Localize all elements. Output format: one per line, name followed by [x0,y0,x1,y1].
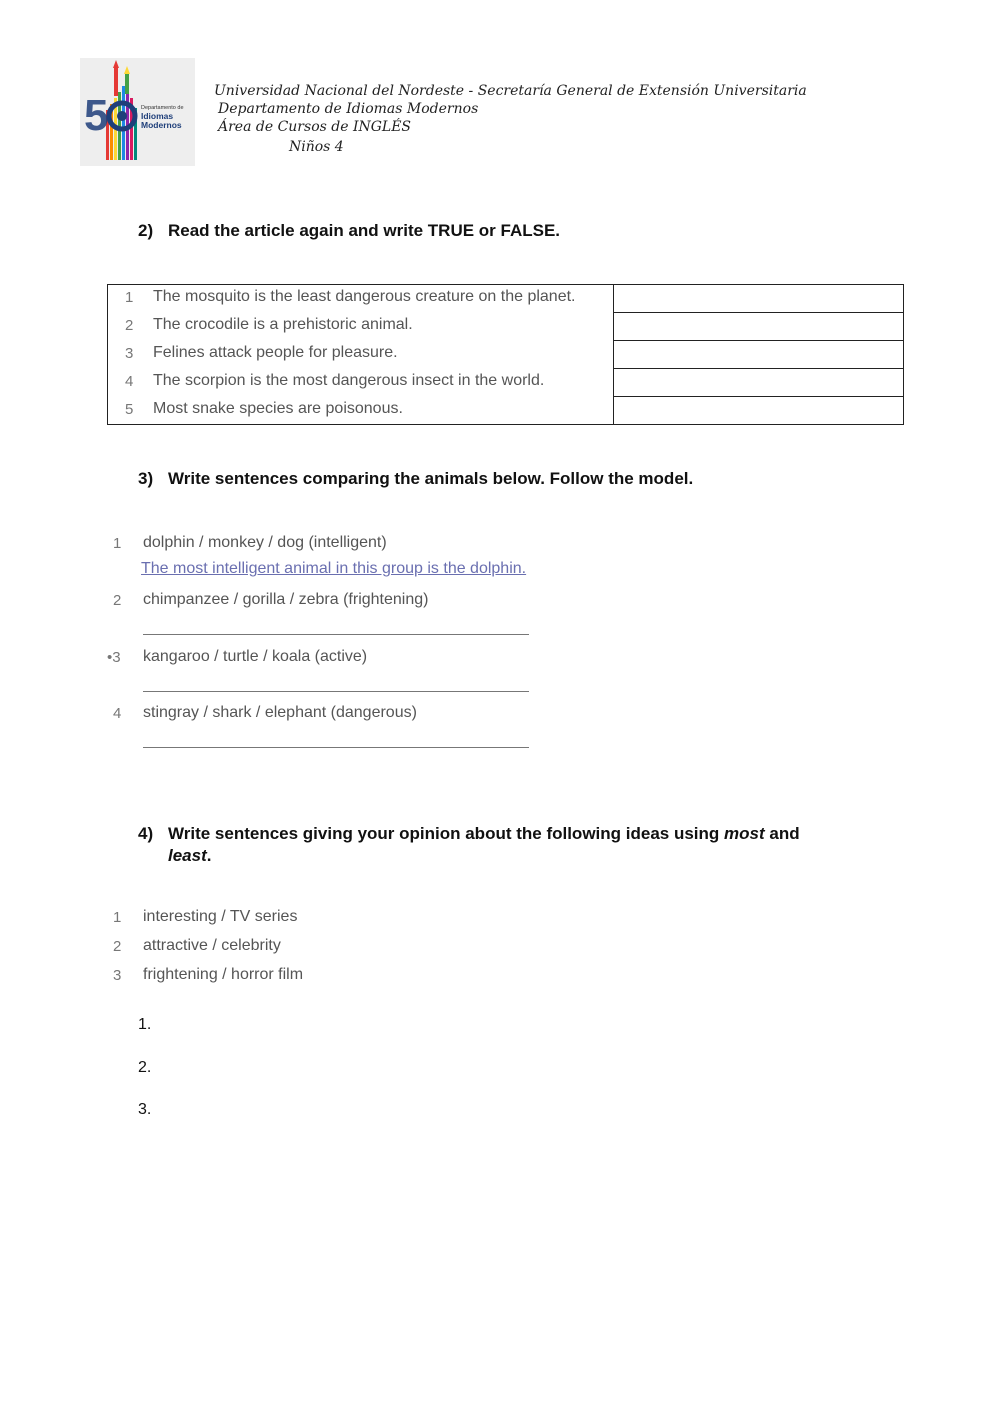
row-statement: Most snake species are poisonous. [153,400,403,417]
item-prompt: frightening / horror film [143,966,304,983]
exercise-4-and: and [764,824,800,843]
answer-line[interactable] [143,747,529,748]
row-statement: Felines attack people for pleasure. [153,344,398,361]
exercise-4-end: . [206,846,212,865]
item-prompt: chimpanzee / gorilla / zebra (frightening) [143,591,429,608]
exercise-3-number: 3) [138,469,154,488]
logo-word-idiomas: Idiomas [141,110,174,121]
item-prompt: stingray / shark / elephant (dangerous) [143,704,417,721]
logo-text [141,106,184,130]
row-statement: The scorpion is the most dangerous insect in the world. [153,372,545,389]
logo-small-text: Departamento de [141,105,184,111]
emphasis-most: most [724,824,765,843]
exercise-4-title [138,823,898,867]
answer-cell-5[interactable] [614,397,903,425]
item-number: 4 [113,705,122,722]
header-area: Área de Cursos de INGLÉS [218,119,412,135]
exercise-2-number: 2) [138,221,154,240]
exercise-3-title [138,469,693,489]
answer-cell-1[interactable] [614,285,903,313]
answer-line[interactable] [143,691,529,692]
answer-label-1: 1. [138,1016,152,1033]
emphasis-least: least [168,846,207,865]
exercise-4-number: 4) [138,824,154,843]
model-answer: The most intelligent animal in this group is the dolphin. [141,560,527,577]
item-number: 2 [113,938,122,955]
exercise-2-instruction: Read the article again and write TRUE or FALSE. [168,221,561,240]
item-prompt: attractive / celebrity [143,937,281,954]
row-number: 5 [125,401,134,418]
exercise-2-title [138,221,560,241]
item-prompt: kangaroo / turtle / koala (active) [143,648,368,665]
row-number: 2 [125,317,134,334]
row-number: 4 [125,373,134,390]
answer-label-3: 3. [138,1101,152,1118]
answer-cell-3[interactable] [614,341,903,369]
logo-word-modernos: Modernos [141,119,182,130]
item-prompt: interesting / TV series [143,908,298,925]
answer-cell-4[interactable] [614,369,903,397]
answer-line[interactable] [143,634,529,635]
item-number: •3 [107,649,121,666]
row-statement: The crocodile is a prehistoric animal. [153,316,413,333]
row-statement: The mosquito is the least dangerous creature on the planet. [153,288,576,305]
svg-text:5: 5 [84,91,109,140]
answer-cell-2[interactable] [614,313,903,341]
item-prompt: dolphin / monkey / dog (intelligent) [143,534,387,551]
item-number: 1 [113,909,122,926]
item-number: 1 [113,535,122,552]
header-university: Universidad Nacional del Nordeste - Secretaría General de Extensión Universitaria [214,83,807,99]
true-false-table [107,284,904,425]
item-number: 3 [113,967,122,984]
row-number: 3 [125,345,134,362]
item-number: 2 [113,592,122,609]
department-logo [80,58,195,166]
exercise-3-instruction: Write sentences comparing the animals below. Follow the model. [168,469,694,488]
exercise-4-instruction: Write sentences giving your opinion about the following ideas using [168,824,725,843]
answer-label-2: 2. [138,1059,152,1076]
row-number: 1 [125,289,134,306]
header-department: Departamento de Idiomas Modernos [218,101,479,117]
header-level: Niños 4 [289,139,344,155]
